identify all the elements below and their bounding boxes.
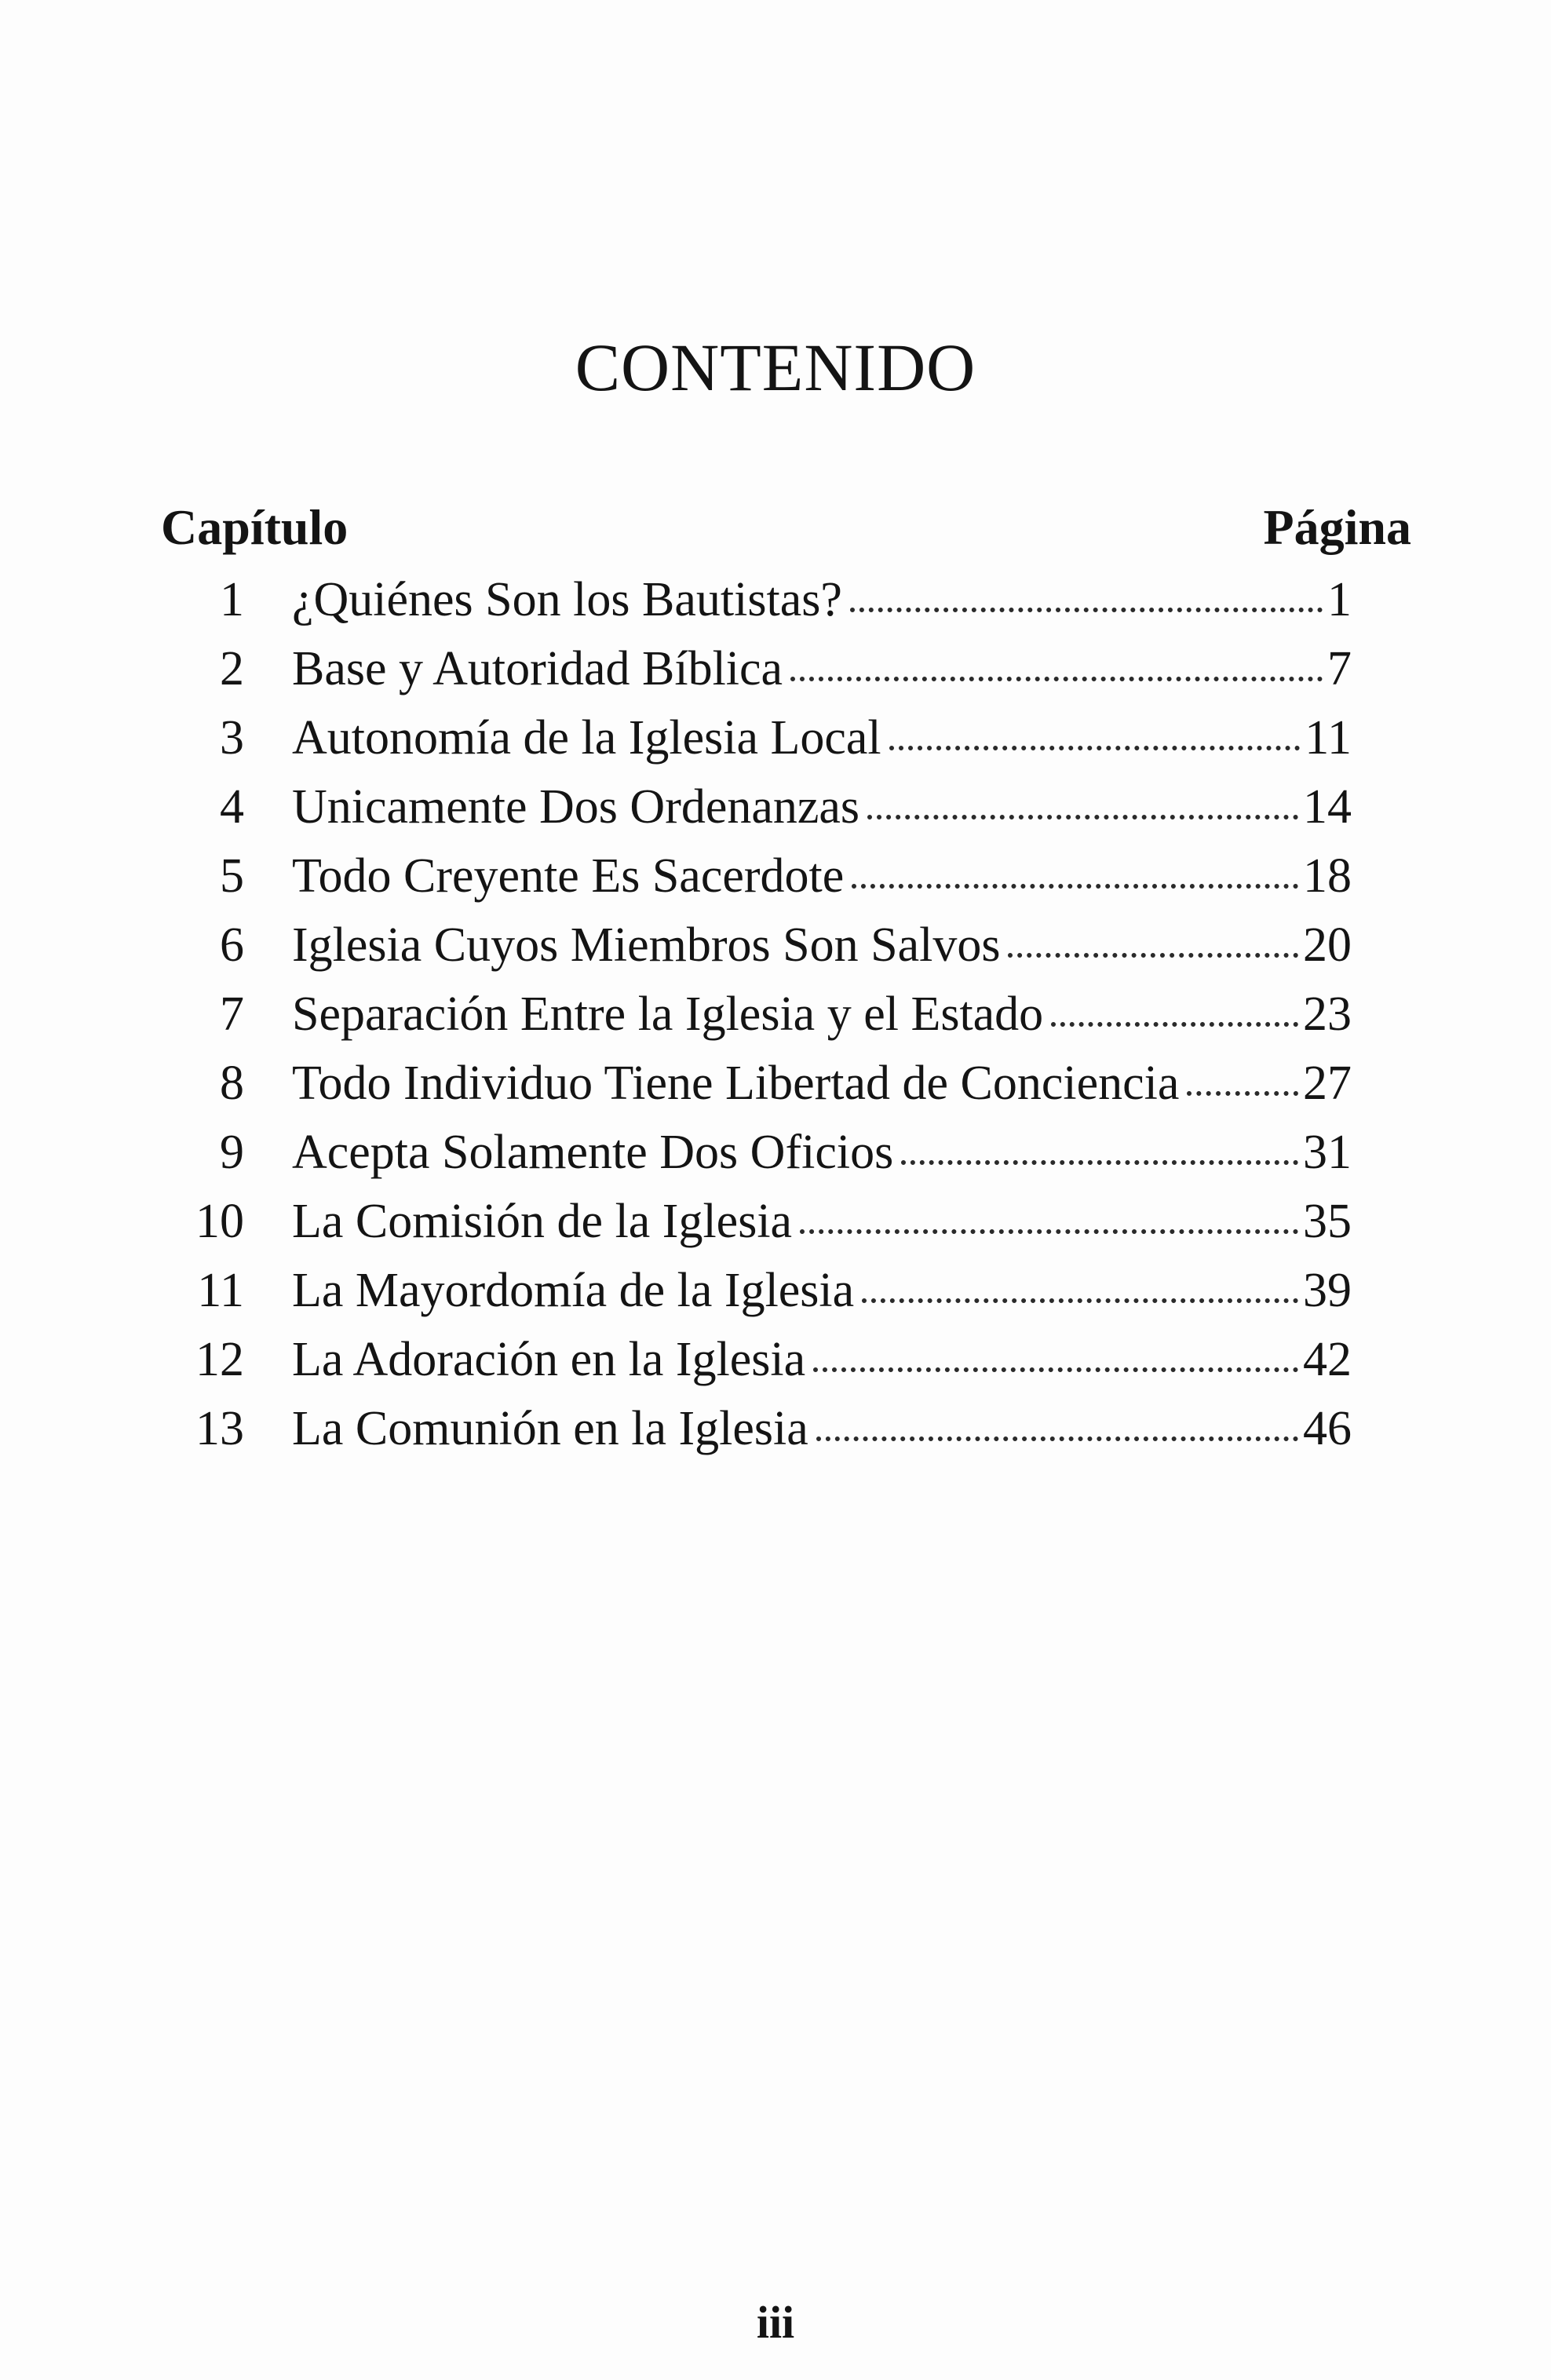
- toc-entry: [0, 634, 1551, 703]
- dot-leader: [816, 1436, 1298, 1441]
- chapter-title: La Adoración en la Iglesia: [292, 1333, 806, 1386]
- chapter-number: 1: [220, 573, 244, 626]
- page-number: 42: [1303, 1333, 1352, 1386]
- chapter-number: 4: [220, 780, 244, 834]
- dot-leader: [867, 815, 1298, 819]
- chapter-title: Separación Entre la Iglesia y el Estado: [292, 987, 1044, 1041]
- page-number: 46: [1303, 1402, 1352, 1455]
- chapter-number: 2: [220, 642, 244, 695]
- chapter-number: 5: [220, 849, 244, 903]
- toc-entry: [0, 841, 1551, 911]
- page-number: 18: [1303, 849, 1352, 903]
- dot-leader: [1008, 953, 1298, 958]
- toc-entry: [0, 772, 1551, 841]
- chapter-number: 9: [220, 1126, 244, 1179]
- toc-entry: [0, 980, 1551, 1049]
- chapter-title: Todo Creyente Es Sacerdote: [292, 849, 845, 903]
- toc-entry: [0, 1049, 1551, 1118]
- chapter-title: La Mayordomía de la Iglesia: [292, 1264, 855, 1317]
- page-number: 11: [1305, 711, 1352, 765]
- dot-leader: [862, 1298, 1298, 1303]
- page-number: 35: [1303, 1195, 1352, 1248]
- page-number: 39: [1303, 1264, 1352, 1317]
- dot-leader: [852, 884, 1298, 889]
- dot-leader: [1051, 1022, 1298, 1027]
- page-number: 14: [1303, 780, 1352, 834]
- chapter-number: 6: [220, 918, 244, 972]
- chapter-number: 3: [220, 711, 244, 765]
- page-number: 31: [1303, 1126, 1352, 1179]
- chapter-title: Autonomía de la Iglesia Local: [292, 711, 881, 765]
- page-number: 1: [1327, 573, 1352, 626]
- page-number: 7: [1327, 642, 1352, 695]
- page-column-header: Página: [1263, 499, 1411, 555]
- toc-entry: [0, 565, 1551, 634]
- dot-leader: [800, 1229, 1298, 1234]
- dot-leader: [813, 1367, 1298, 1372]
- page-number: 27: [1303, 1057, 1352, 1110]
- chapter-title: Iglesia Cuyos Miembros Son Salvos: [292, 918, 1001, 972]
- chapter-number: 13: [195, 1402, 244, 1455]
- chapter-number: 12: [195, 1333, 244, 1386]
- chapter-title: Base y Autoridad Bíblica: [292, 642, 783, 695]
- dot-leader: [1187, 1091, 1298, 1096]
- chapter-title: ¿Quiénes Son los Bautistas?: [292, 573, 842, 626]
- chapter-number: 10: [195, 1195, 244, 1248]
- chapter-title: Unicamente Dos Ordenanzas: [292, 780, 860, 834]
- chapter-title: Acepta Solamente Dos Oficios: [292, 1126, 894, 1179]
- page-title: CONTENIDO: [575, 330, 976, 405]
- page-folio: iii: [756, 2297, 795, 2348]
- toc-entry: [0, 1394, 1551, 1463]
- chapter-column-header: Capítulo: [161, 499, 349, 555]
- chapter-number: 7: [220, 987, 244, 1041]
- chapter-title: La Comisión de la Iglesia: [292, 1195, 793, 1248]
- toc-entry: [0, 703, 1551, 772]
- dot-leader: [889, 746, 1301, 750]
- dot-leader: [850, 608, 1323, 612]
- chapter-number: 11: [197, 1264, 244, 1317]
- page-number: 20: [1303, 918, 1352, 972]
- chapter-number: 8: [220, 1057, 244, 1110]
- dot-leader: [901, 1160, 1298, 1165]
- toc-entry: [0, 1256, 1551, 1325]
- toc-entry: [0, 1118, 1551, 1187]
- toc-entry: [0, 911, 1551, 980]
- toc-entry: [0, 1325, 1551, 1394]
- chapter-title: Todo Individuo Tiene Libertad de Conciencia: [292, 1057, 1180, 1110]
- page-number: 23: [1303, 987, 1352, 1041]
- toc-entry: [0, 1187, 1551, 1256]
- dot-leader: [790, 677, 1323, 681]
- chapter-title: La Comunión en la Iglesia: [292, 1402, 808, 1455]
